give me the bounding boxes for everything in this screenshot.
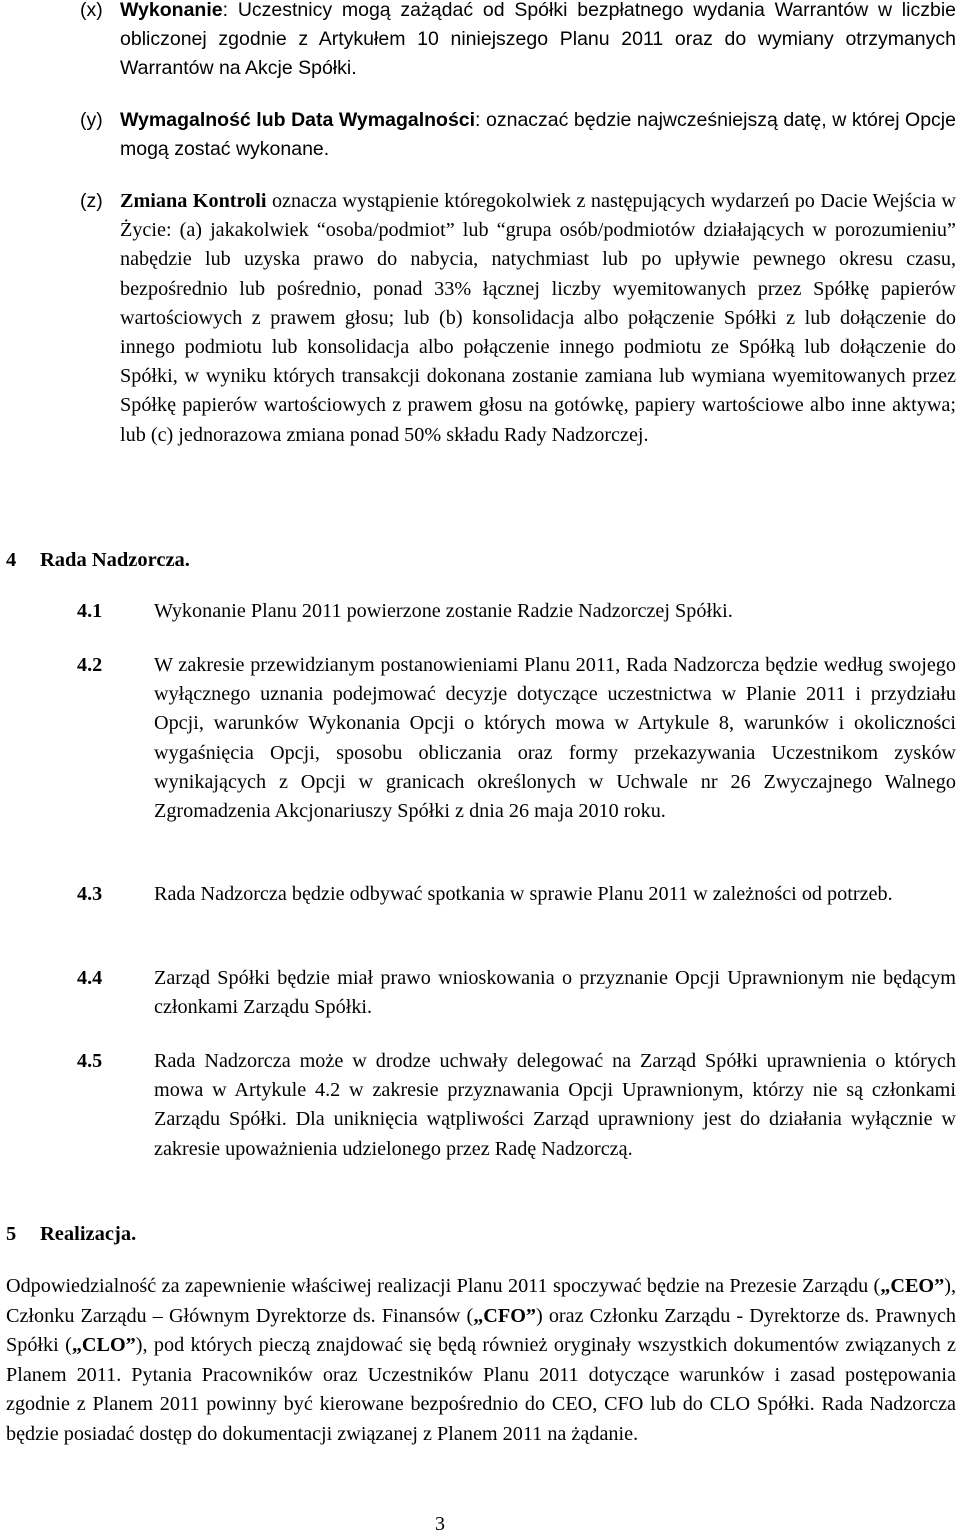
section-title: Realizacja. [40, 1223, 137, 1245]
definition-term: Zmiana Kontroli [120, 190, 267, 212]
clause-text: Rada Nadzorcza będzie odbywać spotkania w sprawie Planu 2011 w zależności od potrzeb. [154, 883, 893, 905]
clause-4-3 [77, 880, 956, 909]
definition-text: Uczestnicy mogą zażądać od Spółki bezpłatnego wydania Warrantów w liczbie obliczonej zgodnie z Artykułem 10 niniejszego Planu 2011 oraz do wymiany otrzymanych Warrantów na Akcje Spółki. [120, 0, 956, 80]
definition-y: (y) Wymagalność lub Data Wymagalności: oznaczać będzie najwcześniejszą datę, w której Opcje mogą zostać wykonane. [80, 106, 956, 164]
definition-term: Wymagalność lub Data Wymagalności [120, 109, 476, 131]
definition-z [80, 187, 956, 450]
definition-term: Wykonanie [120, 0, 223, 21]
clause-number: 4.4 [77, 967, 103, 989]
clause-4-2 [77, 651, 956, 826]
clause-text: Wykonanie Planu 2011 powierzone zostanie Radzie Nadzorczej Spółki. [154, 600, 733, 622]
section-number: 5 [6, 1223, 17, 1245]
definition-text: oznaczać będzie najwcześniejszą datę, w której Opcje mogą zostać wykonane. [120, 109, 956, 161]
abbr-clo: „CLO” [71, 1334, 136, 1357]
clause-text: Rada Nadzorcza może w drodze uchwały delegować na Zarząd Spółki uprawnienia o których mowa w Artykule 4.2 w zakresie przyznawania Opcji Uprawnionym, którzy nie są członkami Zarządu Spółki. Dla uniknięcia wątpliwości Zarząd uprawniony jest do działania wyłącznie w zakresie upoważnienia udzielonego przez Radę Nadzorczą. [154, 1050, 956, 1160]
definition-label: (x) [80, 0, 103, 21]
abbr-ceo: „CEO” [880, 1275, 945, 1297]
abbr-cfo: „CFO” [473, 1304, 536, 1327]
section-5-paragraph: Odpowiedzialność za zapewnienie właściwej realizacji Planu 2011 spoczywać będzie na Prezesie Zarządu („CEO”), Członku Zarządu – Głównym Dyrektorze ds. Finansów („CFO”) oraz Członku Zarządu - Dyrektorze ds. Prawnych Spółki („CLO”), pod których pieczą znajdować się będą również oryginały wszystkich dokumentów związanych z Planem 2011. Pytania Pracowników oraz Uczestników Planu 2011 dotyczące warunków i zasad postępowania zgodnie z Planem 2011 powinny być kierowane bezpośrednio do CEO, CFO lub do CLO Spółki. Rada Nadzorcza będzie posiadać dostęp do dokumentacji związanej z Planem 2011 na żądanie. [6, 1275, 957, 1445]
clause-number: 4.5 [77, 1050, 103, 1072]
definition-text: oznacza wystąpienie któregokolwiek z następujących wydarzeń po Dacie Wejścia w Życie: (a) jakakolwiek “osoba/podmiot” lub “grupa osób/podmiotów działających w porozumieniu” nabędzie lub uzyska prawo do nabycia, natychmiast lub po upływie pewnego okresu czasu, bezpośrednio lub pośrednio, ponad 33% łącznej liczby wyemitowanych przez Spółkę papierów wartościowych z prawem głosu; lub (b) konsolidacja albo połączenie Spółki z lub dołączenie do innego podmiotu lub konsolidacja albo połączenie innego podmiotu ze Spółką lub dołączenie do Spółki, w wyniku których transakcji dokonana zostanie zamiana lub wymiana wyemitowanych przez Spółkę papierów wartościowych z prawem głosu na gotówkę, papiery wartościowe albo inne aktywa; lub (c) jednorazowa zmiana ponad 50% składu Rady Nadzorczej. [120, 190, 957, 446]
clause-number: 4.2 [77, 654, 103, 676]
clause-4-5 [77, 1047, 956, 1164]
clause-4-4 [77, 964, 956, 1022]
clause-number: 4.3 [77, 883, 103, 905]
section-heading-5 [6, 1220, 136, 1249]
definition-label: (z) [80, 190, 103, 212]
page-number: 3 [435, 1513, 445, 1535]
section-heading-4 [6, 546, 190, 575]
definition-label: (y) [80, 109, 103, 131]
clause-number: 4.1 [77, 600, 103, 622]
clause-4-1 [77, 597, 956, 626]
definition-x: (x) Wykonanie: Uczestnicy mogą zażądać od Spółki bezpłatnego wydania Warrantów w liczbie obliczonej zgodnie z Artykułem 10 niniejszego Planu 2011 oraz do wymiany otrzymanych Warrantów na Akcje Spółki. [80, 0, 956, 84]
section-number: 4 [6, 549, 17, 571]
section-title: Rada Nadzorcza. [40, 549, 190, 571]
clause-text: Zarząd Spółki będzie miał prawo wnioskowania o przyznanie Opcji Uprawnionym nie będącym członkami Zarządu Spółki. [154, 967, 956, 1019]
clause-text: W zakresie przewidzianym postanowieniami Planu 2011, Rada Nadzorcza będzie według swojego wyłącznego uznania podejmować decyzje dotyczące uczestnictwa w Planie 2011 i przydziału Opcji, warunków Wykonania Opcji o których mowa w Artykule 8, warunków i okoliczności wygaśnięcia Opcji, sposobu obliczania oraz formy przekazywania Uczestnikom zysków wynikających z Opcji w granicach określonych w Uchwale nr 26 Zwyczajnego Walnego Zgromadzenia Akcjonariuszy Spółki z dnia 26 maja 2010 roku. [154, 654, 956, 823]
